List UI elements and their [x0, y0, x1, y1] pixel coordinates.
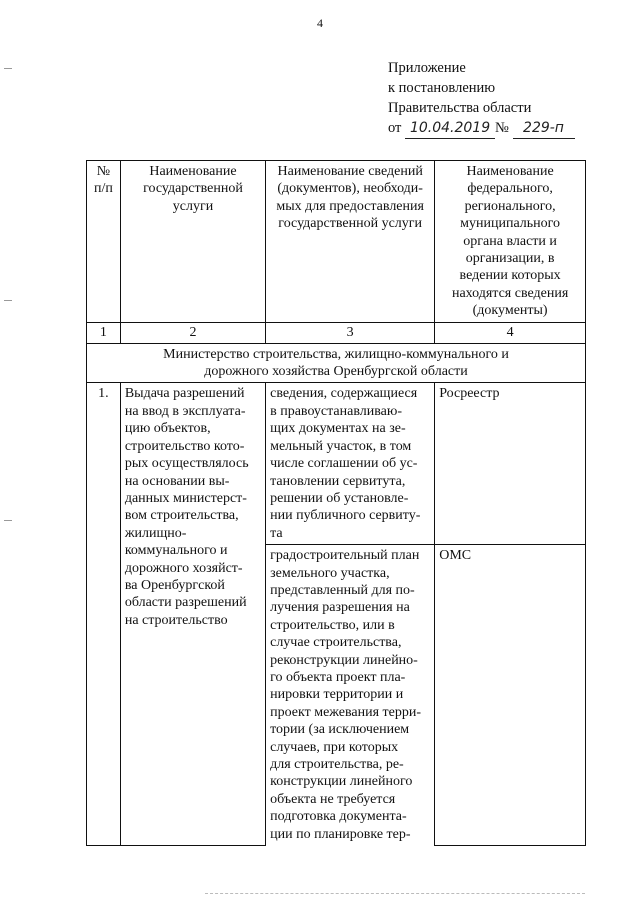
- number-sign: №: [495, 120, 509, 136]
- services-table: [86, 160, 586, 846]
- document-cell: [266, 545, 435, 845]
- section-title: [87, 343, 586, 383]
- header-text: мых для предоставления: [276, 198, 424, 214]
- cell-text: нировки территории и: [270, 687, 404, 703]
- margin-mark: [4, 300, 12, 301]
- cell-text: вом строительства,: [124, 508, 239, 524]
- organization-cell: Росреестр: [435, 383, 586, 545]
- appendix-line-3: Правительства области: [388, 100, 532, 116]
- header-text: №: [96, 164, 111, 179]
- header-text: находятся сведения: [451, 285, 569, 301]
- cell-text: коммунального и: [124, 543, 228, 559]
- header-text: (документы): [472, 303, 548, 319]
- header-text: ведении которых: [459, 268, 561, 284]
- cell-text: решении об установле-: [270, 490, 409, 506]
- cell-text: жилищно-: [124, 525, 187, 541]
- cell-text: щих документах на зе-: [270, 421, 406, 437]
- service-name-cell: [120, 383, 265, 845]
- column-number: 1: [87, 322, 121, 343]
- header-text: п/п: [93, 181, 113, 197]
- section-row: [87, 343, 586, 383]
- cell-text: объекта не требуется: [270, 791, 396, 807]
- column-number: 4: [435, 322, 586, 343]
- document-cell: [266, 383, 435, 545]
- cell-text: лучения разрешения на: [270, 600, 410, 616]
- cell-text: дорожного хозяйст-: [124, 560, 243, 576]
- column-number-row: [87, 322, 586, 343]
- cell-text: случае строительства,: [270, 635, 402, 651]
- cell-text: проект межевания терри-: [270, 704, 422, 720]
- margin-mark: [4, 520, 12, 521]
- cell-text: тановлении сервитута,: [270, 473, 406, 489]
- header-text: организации, в: [465, 251, 555, 267]
- cell-text: цию объектов,: [124, 421, 211, 437]
- header-cell-authority: [435, 161, 586, 323]
- section-title-line: Министерство строительства, жилищно-коммунального и: [163, 346, 509, 362]
- column-number: 3: [266, 322, 435, 343]
- cell-text: ции по планировке тер-: [270, 826, 411, 842]
- table-row: [87, 383, 586, 545]
- cell-text: в правоустанавливаю-: [270, 403, 402, 419]
- column-number: 2: [120, 322, 265, 343]
- header-cell-number: [87, 161, 121, 323]
- cell-text: тории (за исключением: [270, 722, 410, 738]
- cell-text: подготовка документа-: [270, 809, 407, 825]
- cell-text: нии публичного сервиту-: [270, 508, 421, 524]
- cell-text: на строительство: [124, 612, 228, 628]
- cell-text: случаев, при которых: [270, 739, 399, 755]
- cell-text: представленный для по-: [270, 582, 415, 598]
- from-label: от: [388, 120, 402, 136]
- cell-text: земельного участка,: [270, 565, 390, 581]
- appendix-date-line: [388, 118, 575, 139]
- cell-text: на основании вы-: [124, 473, 230, 489]
- scan-artifact-line: [205, 893, 585, 897]
- cell-text: области разрешений: [124, 595, 247, 611]
- cell-text: строительство кото-: [124, 438, 245, 454]
- organization-cell: ОМС: [435, 545, 586, 845]
- appendix-title: Приложение: [388, 60, 466, 76]
- header-text: органа власти и: [463, 233, 557, 249]
- header-cell-documents: [266, 161, 435, 323]
- header-text: Наименование: [149, 164, 237, 179]
- cell-text: сведения, содержащиеся: [270, 386, 418, 402]
- row-number: 1.: [87, 383, 121, 845]
- margin-mark: [4, 68, 12, 69]
- header-text: государственной: [143, 181, 243, 197]
- cell-text: градостроительный план: [270, 548, 420, 564]
- cell-text: Выдача разрешений: [124, 386, 245, 402]
- cell-text: рых осуществлялось: [124, 456, 249, 472]
- handwritten-date: 10.04.2019: [405, 118, 495, 139]
- table-header-row: [87, 161, 586, 323]
- appendix-block: [388, 58, 575, 139]
- header-text: Наименование сведений: [277, 164, 423, 179]
- cell-text: мельный участок, в том: [270, 438, 412, 454]
- cell-text: для строительства, ре-: [270, 757, 404, 772]
- cell-text: числе соглашении об ус-: [270, 456, 418, 472]
- cell-text: та: [270, 525, 283, 541]
- header-text: Наименование: [466, 164, 554, 179]
- header-cell-service: [120, 161, 265, 323]
- cell-text: данных министерст-: [124, 490, 247, 506]
- header-text: услуги: [172, 198, 214, 214]
- cell-text: реконструкции линейно-: [270, 652, 418, 668]
- header-text: (документов), необходи-: [277, 181, 423, 197]
- header-text: муниципального: [460, 216, 561, 232]
- appendix-line-2: к постановлению: [388, 80, 496, 96]
- cell-text: конструкции линейного: [270, 774, 413, 790]
- page-number: 4: [317, 16, 323, 30]
- header-text: федерального,: [467, 181, 553, 197]
- cell-text: на ввод в эксплуата-: [124, 403, 246, 419]
- header-text: регионального,: [464, 198, 556, 214]
- section-title-line: дорожного хозяйства Оренбургской области: [204, 364, 468, 380]
- cell-text: ва Оренбургской: [124, 577, 225, 593]
- cell-text: строительство, или в: [270, 617, 395, 633]
- handwritten-number: 229-п: [513, 118, 575, 139]
- cell-text: го объекта проект пла-: [270, 669, 406, 685]
- header-text: государственной услуги: [278, 216, 423, 232]
